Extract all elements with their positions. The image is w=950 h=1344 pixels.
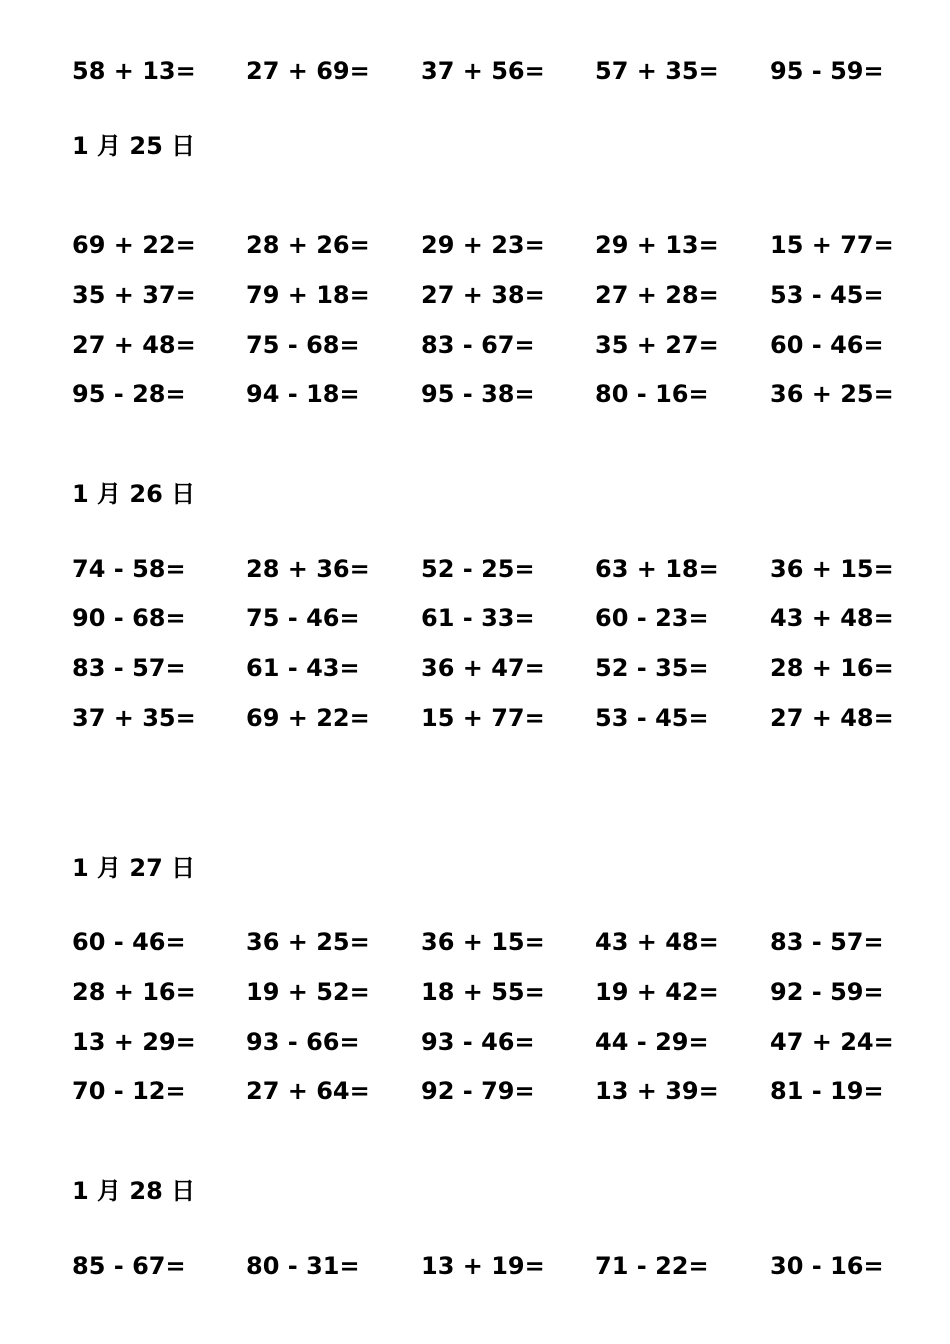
math-problem: 35 + 27= — [595, 331, 719, 359]
math-problem: 74 - 58= — [72, 555, 186, 583]
math-problem: 30 - 16= — [770, 1252, 884, 1280]
math-problem: 60 - 23= — [595, 604, 709, 632]
math-problem: 27 + 38= — [421, 281, 545, 309]
problem-row — [0, 229, 950, 261]
math-problem: 94 - 18= — [246, 380, 360, 408]
math-problem: 27 + 64= — [246, 1077, 370, 1105]
math-problem: 27 + 28= — [595, 281, 719, 309]
math-problem: 93 - 46= — [421, 1028, 535, 1056]
problem-row — [0, 1075, 950, 1107]
date-heading: 1 月 25 日 — [72, 132, 196, 160]
math-problem: 28 + 36= — [246, 555, 370, 583]
math-problem: 80 - 16= — [595, 380, 709, 408]
problem-row — [0, 55, 950, 87]
math-problem: 27 + 69= — [246, 57, 370, 85]
math-problem: 29 + 13= — [595, 231, 719, 259]
math-problem: 13 + 29= — [72, 1028, 196, 1056]
problem-row — [0, 1026, 950, 1058]
math-problem: 27 + 48= — [770, 704, 894, 732]
problem-row — [0, 976, 950, 1008]
math-problem: 52 - 25= — [421, 555, 535, 583]
math-problem: 53 - 45= — [770, 281, 884, 309]
math-problem: 63 + 18= — [595, 555, 719, 583]
math-problem: 60 - 46= — [72, 928, 186, 956]
problem-row — [0, 702, 950, 734]
math-problem: 61 - 43= — [246, 654, 360, 682]
math-problem: 13 + 19= — [421, 1252, 545, 1280]
math-problem: 69 + 22= — [72, 231, 196, 259]
problem-row — [0, 926, 950, 958]
math-problem: 19 + 42= — [595, 978, 719, 1006]
date-heading: 1 月 26 日 — [72, 480, 196, 508]
math-problem: 29 + 23= — [421, 231, 545, 259]
math-problem: 18 + 55= — [421, 978, 545, 1006]
math-problem: 28 + 16= — [770, 654, 894, 682]
math-problem: 13 + 39= — [595, 1077, 719, 1105]
math-problem: 85 - 67= — [72, 1252, 186, 1280]
math-problem: 37 + 56= — [421, 57, 545, 85]
math-problem: 27 + 48= — [72, 331, 196, 359]
math-problem: 83 - 57= — [770, 928, 884, 956]
math-problem: 75 - 68= — [246, 331, 360, 359]
math-problem: 28 + 26= — [246, 231, 370, 259]
date-heading: 1 月 27 日 — [72, 854, 196, 882]
math-problem: 28 + 16= — [72, 978, 196, 1006]
problem-row — [0, 378, 950, 410]
math-problem: 44 - 29= — [595, 1028, 709, 1056]
math-problem: 90 - 68= — [72, 604, 186, 632]
problem-row — [0, 602, 950, 634]
math-problem: 47 + 24= — [770, 1028, 894, 1056]
date-heading: 1 月 28 日 — [72, 1177, 196, 1205]
problem-row — [0, 279, 950, 311]
math-problem: 79 + 18= — [246, 281, 370, 309]
math-problem: 75 - 46= — [246, 604, 360, 632]
math-problem: 36 + 47= — [421, 654, 545, 682]
math-problem: 60 - 46= — [770, 331, 884, 359]
math-problem: 92 - 59= — [770, 978, 884, 1006]
math-problem: 53 - 45= — [595, 704, 709, 732]
math-problem: 43 + 48= — [770, 604, 894, 632]
math-problem: 52 - 35= — [595, 654, 709, 682]
math-problem: 37 + 35= — [72, 704, 196, 732]
math-problem: 36 + 25= — [770, 380, 894, 408]
math-problem: 71 - 22= — [595, 1252, 709, 1280]
math-problem: 35 + 37= — [72, 281, 196, 309]
math-problem: 36 + 15= — [770, 555, 894, 583]
problem-row — [0, 329, 950, 361]
math-problem: 36 + 15= — [421, 928, 545, 956]
math-problem: 15 + 77= — [421, 704, 545, 732]
math-problem: 80 - 31= — [246, 1252, 360, 1280]
math-problem: 93 - 66= — [246, 1028, 360, 1056]
math-problem: 95 - 38= — [421, 380, 535, 408]
problem-row — [0, 1250, 950, 1282]
math-problem: 70 - 12= — [72, 1077, 186, 1105]
math-problem: 83 - 67= — [421, 331, 535, 359]
math-problem: 95 - 28= — [72, 380, 186, 408]
math-problem: 36 + 25= — [246, 928, 370, 956]
problem-row — [0, 652, 950, 684]
math-problem: 95 - 59= — [770, 57, 884, 85]
math-problem: 57 + 35= — [595, 57, 719, 85]
math-problem: 83 - 57= — [72, 654, 186, 682]
problem-row — [0, 553, 950, 585]
math-problem: 92 - 79= — [421, 1077, 535, 1105]
math-problem: 69 + 22= — [246, 704, 370, 732]
math-problem: 58 + 13= — [72, 57, 196, 85]
math-problem: 19 + 52= — [246, 978, 370, 1006]
math-problem: 43 + 48= — [595, 928, 719, 956]
math-problem: 81 - 19= — [770, 1077, 884, 1105]
math-problem: 61 - 33= — [421, 604, 535, 632]
math-problem: 15 + 77= — [770, 231, 894, 259]
